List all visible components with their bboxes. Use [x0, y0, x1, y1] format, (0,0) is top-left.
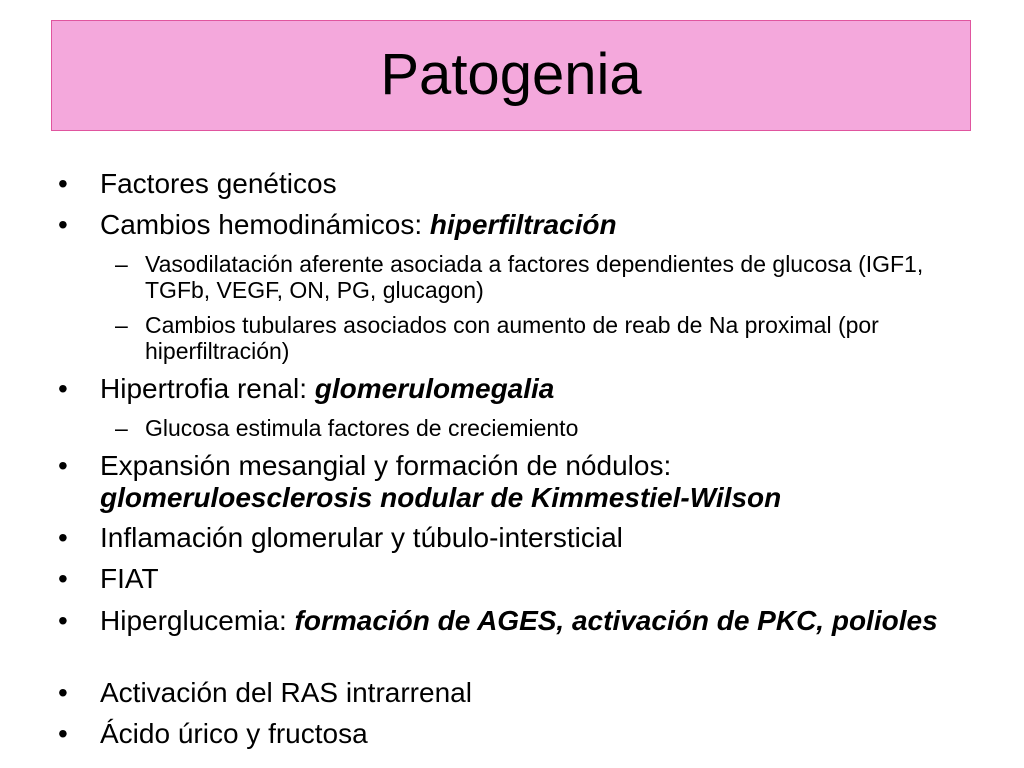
item-emphasis: hiperfiltración	[429, 209, 617, 240]
dash-marker: –	[115, 415, 128, 441]
item-text: Cambios tubulares asociados con aumento de reab de Na proximal (por hiperfiltración)	[145, 312, 879, 364]
list-item	[58, 450, 970, 514]
list-item	[58, 373, 970, 405]
dash-marker: –	[115, 251, 128, 277]
bullet-marker: •	[58, 605, 68, 636]
list-item	[58, 522, 970, 554]
bullet-marker: •	[58, 209, 68, 240]
bullet-marker: •	[58, 168, 68, 199]
bullet-marker: •	[58, 718, 68, 749]
sub-list-item	[115, 415, 945, 441]
item-text: Hiperglucemia:	[100, 605, 295, 636]
list-item	[58, 605, 970, 637]
item-emphasis: glomerulomegalia	[314, 373, 555, 404]
item-text: Hipertrofia renal:	[100, 373, 315, 404]
item-text: Ácido úrico y fructosa	[100, 718, 368, 749]
list-item	[58, 563, 970, 595]
list-item	[58, 718, 970, 750]
bullet-marker: •	[58, 373, 68, 404]
sub-list-item	[115, 251, 945, 303]
bullet-marker: •	[58, 522, 68, 553]
item-text: Expansión mesangial y formación de nódulos:	[100, 450, 672, 481]
item-text: Factores genéticos	[100, 168, 337, 199]
item-text: FIAT	[100, 563, 159, 594]
bullet-marker: •	[58, 677, 68, 708]
bullet-marker: •	[58, 563, 68, 594]
list-item	[58, 168, 970, 200]
item-text: Vasodilatación aferente asociada a factores dependientes de glucosa (IGF1, TGFb, VEGF, ON, PG, glucagon)	[145, 251, 924, 303]
sub-list-item	[115, 312, 945, 364]
list-item	[58, 209, 970, 241]
slide-title: Patogenia	[380, 41, 642, 107]
item-text: Cambios hemodinámicos:	[100, 209, 430, 240]
item-emphasis: glomeruloesclerosis nodular de Kimmestiel-Wilson	[100, 482, 782, 513]
item-text: Inflamación glomerular y túbulo-intersticial	[100, 522, 623, 553]
item-text: Activación del RAS intrarrenal	[100, 677, 472, 708]
item-text: Glucosa estimula factores de creciemiento	[145, 415, 579, 441]
item-emphasis: formación de AGES, activación de PKC, polioles	[294, 605, 938, 636]
list-item	[58, 677, 970, 709]
dash-marker: –	[115, 312, 128, 338]
bullet-marker: •	[58, 450, 68, 481]
